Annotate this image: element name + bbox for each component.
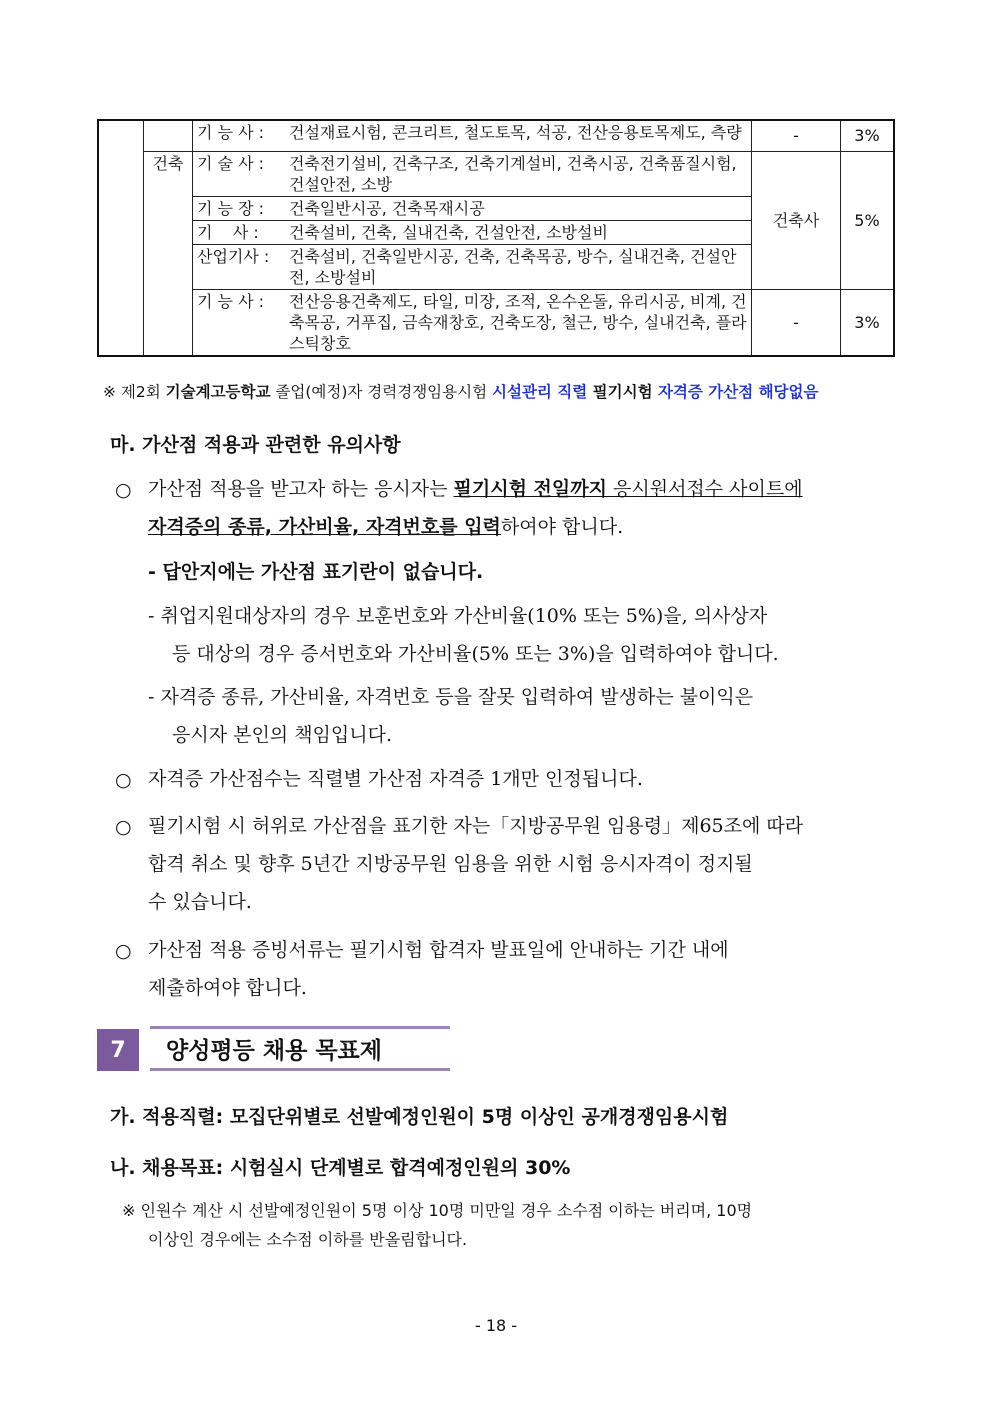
field-label: 건축 (144, 151, 193, 356)
cert-items: 전산응용건축제도, 타일, 미장, 조적, 온수온돌, 유리시공, 비계, 건축목공, 거푸집, 금속재창호, 건축도장, 철근, 방수, 실내건축, 플라스틱창호 (285, 289, 752, 356)
cert-title: - (752, 289, 841, 356)
paragraph-proof-docs: 가산점 적용 증빙서류는 필기시험 합격자 발표일에 안내하는 기간 내에 제출하여야 합니다. (148, 939, 729, 999)
grade-label: 기 사 : (193, 220, 286, 244)
cert-items: 건축전기설비, 건축구조, 건축기계설비, 건축시공, 건축품질시험, 건설안전, 소방 (285, 151, 752, 196)
table-row (98, 120, 894, 151)
dash-item-liability: - 자격증 종류, 가산비율, 자격번호 등을 잘못 입력하여 발생하는 불이익은 응시자 본인의 책임입니다. (148, 686, 754, 746)
item-ga: 가. 적용직렬: 모집단위별로 선발예정인원이 5명 이상인 공개경쟁임용시험 (110, 1106, 729, 1128)
cert-items: 건설재료시험, 콘크리트, 철도토목, 석공, 전산응용토목제도, 측량 (285, 120, 752, 151)
cert-items: 건축설비, 건축, 실내건축, 건설안전, 소방설비 (285, 220, 752, 244)
grade-label: 기 술 사 : (193, 151, 286, 196)
section-title: 양성평등 채용 목표제 (150, 1026, 450, 1071)
table-footnote: ※ 제2회 기술계고등학교 졸업(예정)자 경력경쟁임용시험 시설관리 직렬 필기시험 자격증 가산점 해당없음 (103, 383, 819, 401)
paragraph-bonus-entry: 가산점 적용을 받고자 하는 응시자는 필기시험 전일까지 응시원서접수 사이트에 자격증의 종류, 가산비율, 자격번호를 입력하여야 합니다. (148, 478, 803, 538)
grade-label: 기 능 사 : (193, 289, 286, 356)
section-number-badge: 7 (97, 1029, 139, 1071)
item-na: 나. 채용목표: 시험실시 단계별로 합격예정인원의 30% (110, 1157, 571, 1179)
cert-title: 건축사 (752, 151, 841, 289)
paragraph-false-claim: 필기시험 시 허위로 가산점을 표기한 자는「지방공무원 임용령」제65조에 따라 합격 취소 및 향후 5년간 지방공무원 임용을 위한 시험 응시자격이 정지될 수 있습니다. (148, 815, 804, 913)
bonus-rate: 3% (841, 120, 895, 151)
table-cell (98, 120, 144, 356)
circle-bullet-icon: ○ (115, 769, 132, 791)
paragraph-one-cert: 자격증 가산점수는 직렬별 가산점 자격증 1개만 인정됩니다. (148, 768, 643, 790)
rounding-note: ※ 인원수 계산 시 선발예정인원이 5명 이상 10명 미만일 경우 소수점 이하는 버리며, 10명 이상인 경우에는 소수점 이하를 반올림합니다. (122, 1201, 753, 1249)
grade-label: 기 능 사 : (193, 120, 286, 151)
table-row (98, 289, 894, 356)
grade-label: 산업기사 : (193, 244, 286, 289)
table-row (98, 151, 894, 196)
certificate-table (97, 119, 895, 357)
bonus-rate: 5% (841, 151, 895, 289)
cert-title: - (752, 120, 841, 151)
cert-items: 건축설비, 건축일반시공, 건축, 건축목공, 방수, 실내건축, 건설안전, 소방설비 (285, 244, 752, 289)
circle-bullet-icon: ○ (115, 940, 132, 962)
cert-items: 건축일반시공, 건축목재시공 (285, 196, 752, 220)
circle-bullet-icon: ○ (115, 479, 132, 501)
section-heading-ma: 마. 가산점 적용과 관련한 유의사항 (110, 434, 401, 456)
circle-bullet-icon: ○ (115, 816, 132, 838)
grade-label: 기 능 장 : (193, 196, 286, 220)
page-number: - 18 - (474, 1316, 518, 1335)
bonus-rate: 3% (841, 289, 895, 356)
table-cell (144, 120, 193, 151)
dash-item-veteran: - 취업지원대상자의 경우 보훈번호와 가산비율(10% 또는 5%)을, 의사상자 등 대상의 경우 증서번호와 가산비율(5% 또는 3%)을 입력하여야 합니다. (148, 605, 779, 665)
dash-item-no-answer-field: - 답안지에는 가산점 표기란이 없습니다. (148, 561, 484, 583)
